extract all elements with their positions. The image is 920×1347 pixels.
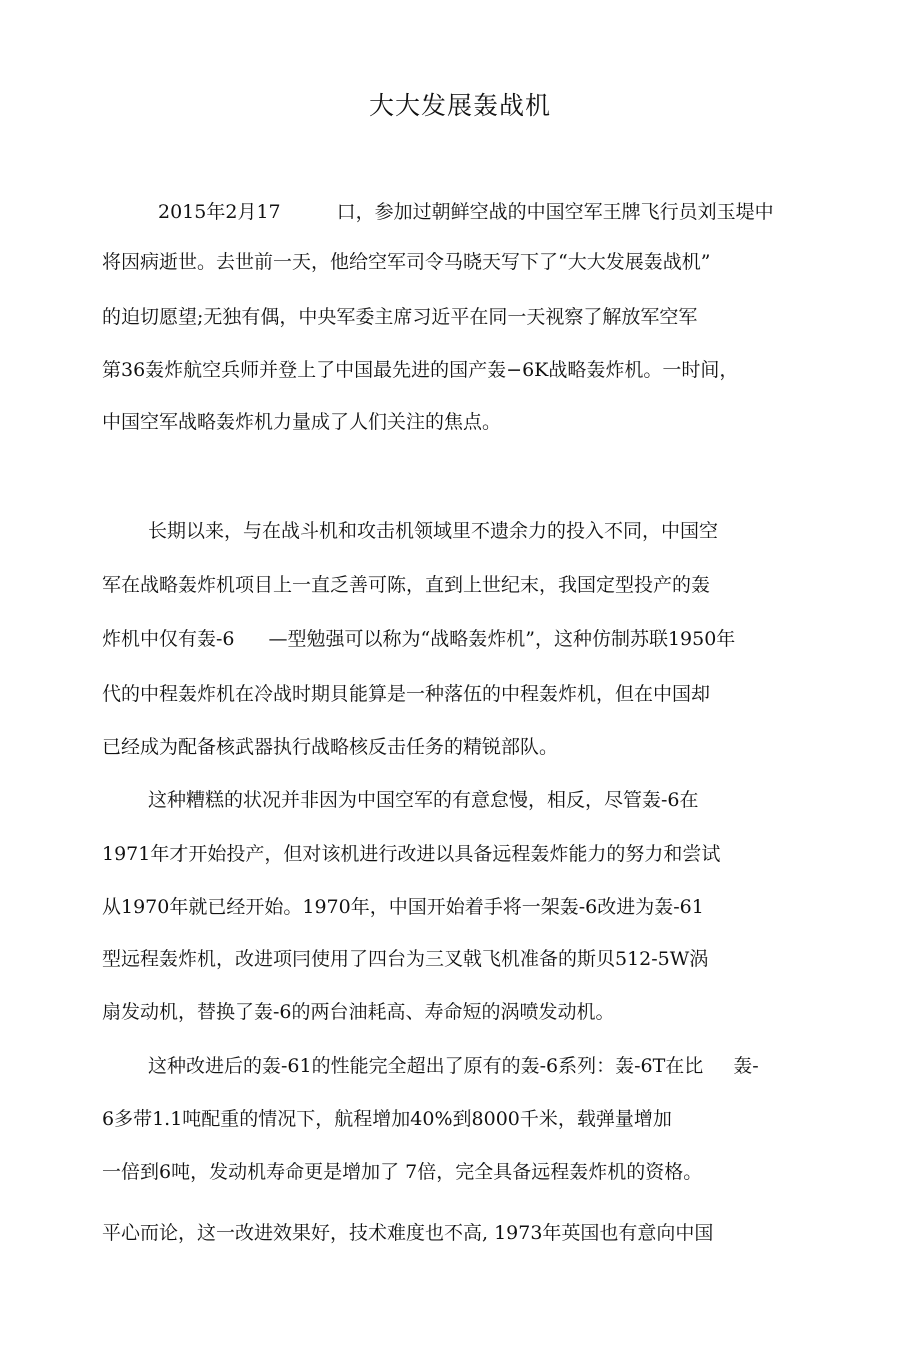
paragraph-4-line-1-part-b: 轰- — [733, 1055, 759, 1077]
paragraph-4-line-2: 6多带1.1吨配重的情况下，航程增加40%到8000千米，载弹量增加 — [102, 1108, 672, 1130]
paragraph-3-line-3: 从1970年就已经开始。1970年，中国开始着手将一架轰-6改进为轰-61 — [102, 896, 704, 918]
paragraph-2-line-3-part-b: —型勉强可以称为“战略轰炸机”，这种仿制苏联1950年 — [268, 628, 736, 650]
paragraph-2-line-3-part-a: 炸机中仅有轰-6 — [102, 628, 235, 650]
paragraph-4-line-1 — [148, 1054, 759, 1078]
paragraph-3-line-1: 这种糟糕的状况并非因为中国空军的有意怠慢，相反，尽管轰-6在 — [148, 789, 699, 811]
paragraph-1-line-2: 将因病逝世。去世前一天，他给空军司令马晓天写下了“大大发展轰战机” — [102, 251, 711, 273]
paragraph-2-line-2: 军在战略轰炸机项目上一直乏善可陈，直到上世纪末，我国定型投产的轰 — [102, 574, 711, 596]
paragraph-2-line-1: 长期以来，与在战斗机和攻击机领域里不遗余力的投入不同，中国空 — [148, 520, 719, 542]
paragraph-2-line-4: 代的中程轰炸机在冷战时期貝能算是一种落伍的中程轰炸机，但在中国却 — [102, 683, 711, 705]
paragraph-4-line-3: 一倍到6吨，发动机寿命更是增加了 7倍，完全具备远程轰炸机的资格。 — [102, 1161, 703, 1183]
paragraph-1-line-3: 的迫切愿望;无独有偶，中央军委主席习近平在同一天视察了解放军空军 — [102, 306, 698, 328]
date-text: 2015年2月17 — [158, 201, 281, 223]
document-title: 大大发展轰战机 — [368, 91, 551, 120]
paragraph-3-line-2: 1971年才开始投产，但对该机进行改进以具备远程轰炸能力的努力和尝试 — [102, 843, 721, 865]
paragraph-3-line-5: 扇发动机，替换了轰-6的两台油耗高、寿命短的涡喷发动机。 — [102, 1001, 615, 1023]
paragraph-1-line-5: 中国空军战略轰炸机力量成了人们关注的焦点。 — [102, 411, 502, 433]
paragraph-5-line-1: 平心而论，这一改进效果好，技术难度也不高, 1973年英国也有意向中国 — [102, 1222, 714, 1244]
paragraph-1-line-1 — [158, 200, 774, 224]
paragraph-2-line-5: 已经成为配备核武器执行战略核反击任务的精锐部队。 — [102, 736, 559, 758]
paragraph-1-line-1-text: 口，参加过朝鲜空战的中国空军王牌飞行员刘玉堤中 — [336, 201, 774, 223]
paragraph-1-line-4: 第36轰炸航空兵师并登上了中国最先进的国产轰−6K战略轰炸机。一时间， — [102, 359, 739, 381]
paragraph-4-line-1-part-a: 这种改进后的轰-61的性能完全超出了原有的轰-6系列：轰-6T在比 — [148, 1055, 704, 1077]
paragraph-3-line-4: 型远程轰炸机，改进项冃使用了四台为三叉戟飞机准备的斯贝512-5W涡 — [102, 948, 709, 970]
paragraph-2-line-3 — [102, 627, 735, 651]
